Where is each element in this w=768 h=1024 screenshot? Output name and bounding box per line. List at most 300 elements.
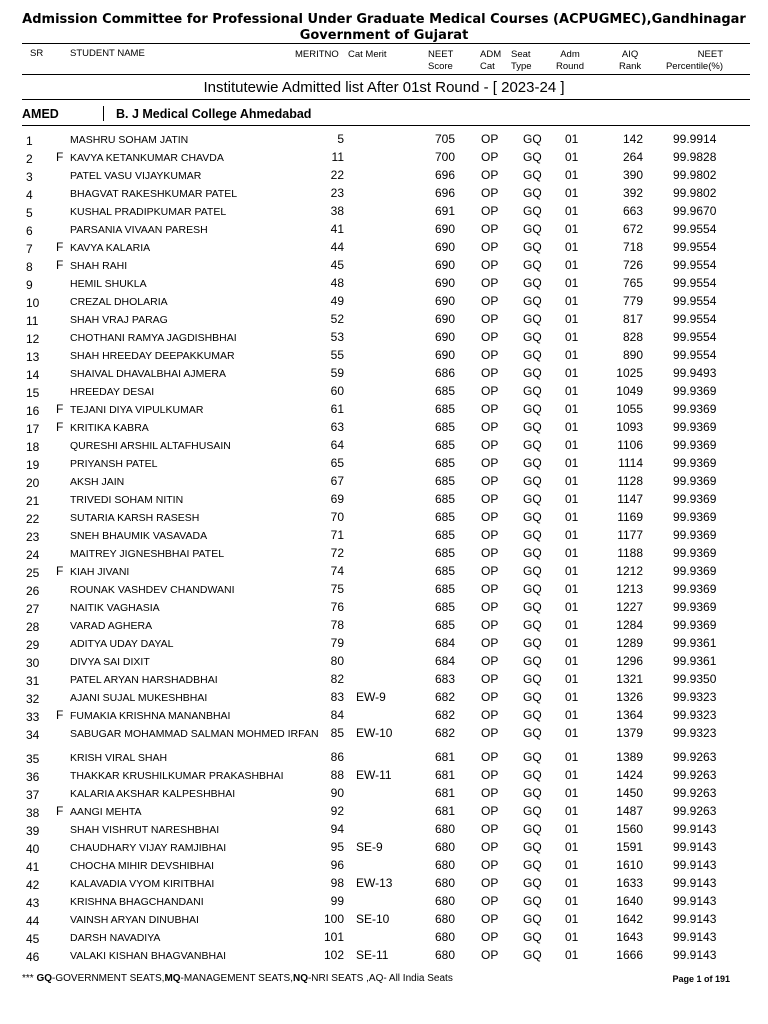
table-row [0, 581, 768, 599]
neet-score: 700 [435, 150, 456, 164]
admission-round: 01 [565, 474, 579, 488]
neet-percentile: 99.9143 [673, 948, 717, 962]
merit-number: 61 [330, 402, 344, 416]
merit-number: 55 [330, 348, 344, 362]
student-name: TEJANI DIYA VIPULKUMAR [70, 404, 204, 416]
neet-percentile: 99.9361 [673, 636, 717, 650]
admission-category: OP [481, 654, 499, 668]
admission-round: 01 [565, 240, 579, 254]
neet-percentile: 99.9493 [673, 366, 717, 380]
table-row [0, 545, 768, 563]
merit-number: 45 [330, 258, 344, 272]
admission-round: 01 [565, 168, 579, 182]
student-name: SHAH VRAJ PARAG [70, 314, 168, 326]
seat-type: GQ [523, 438, 542, 452]
table-row [0, 347, 768, 365]
admission-category: OP [481, 930, 499, 944]
aiq-rank: 1128 [617, 474, 643, 488]
aiq-rank: 1379 [616, 726, 643, 740]
neet-score: 685 [435, 456, 456, 470]
aiq-rank: 1213 [616, 582, 643, 596]
serial-number: 17 [26, 422, 40, 436]
aiq-rank: 392 [622, 186, 643, 200]
aiq-rank: 1212 [616, 564, 643, 578]
admission-round: 01 [565, 438, 579, 452]
merit-number: 74 [330, 564, 344, 578]
serial-number: 37 [26, 788, 40, 802]
seat-type: GQ [523, 600, 542, 614]
admission-category: OP [481, 912, 499, 926]
merit-number: 44 [330, 240, 344, 254]
student-name: PARSANIA VIVAAN PARESH [70, 224, 208, 236]
neet-percentile: 99.9554 [673, 222, 717, 236]
admission-category: OP [481, 894, 499, 908]
student-name: KRISH VIRAL SHAH [70, 752, 168, 764]
admission-category: OP [481, 402, 499, 416]
neet-percentile: 99.9828 [673, 150, 717, 164]
neet-percentile: 99.9143 [673, 876, 717, 890]
neet-percentile: 99.9802 [673, 186, 717, 200]
gender-mark: F [56, 708, 64, 722]
table-row [0, 257, 768, 275]
student-name: DARSH NAVADIYA [70, 932, 161, 944]
neet-score: 690 [435, 222, 456, 236]
admission-round: 01 [565, 366, 579, 380]
seat-type: GQ [523, 786, 542, 800]
seat-type: GQ [523, 582, 542, 596]
seat-type: GQ [523, 948, 542, 962]
table-row [0, 239, 768, 257]
admission-category: OP [481, 456, 499, 470]
table-row [0, 131, 768, 149]
admission-round: 01 [565, 204, 579, 218]
admission-category: OP [481, 618, 499, 632]
student-name: PATEL VASU VIJAYKUMAR [70, 170, 202, 182]
serial-number: 40 [26, 842, 40, 856]
student-name: ADITYA UDAY DAYAL [70, 638, 174, 650]
aiq-rank: 1188 [617, 546, 643, 560]
admission-category: OP [481, 840, 499, 854]
student-name: PRIYANSH PATEL [70, 458, 158, 470]
table-row [0, 455, 768, 473]
col-sr: SR [30, 48, 44, 59]
admission-category: OP [481, 528, 499, 542]
serial-number: 10 [26, 296, 40, 310]
table-row [0, 419, 768, 437]
admission-category: OP [481, 948, 499, 962]
aiq-rank: 1106 [617, 438, 643, 452]
footer-legend: *** GQ-GOVERNMENT SEATS,MQ-MANAGEMENT SEATS,NQ-NRI SEATS ,AQ- All India Seats [22, 973, 453, 984]
table-row [0, 947, 768, 965]
student-name: KAVYA KETANKUMAR CHAVDA [70, 152, 224, 164]
gender-mark: F [56, 420, 64, 434]
student-name: HEMIL SHUKLA [70, 278, 147, 290]
aiq-rank: 1389 [616, 750, 643, 764]
serial-number: 41 [26, 860, 40, 874]
admission-round: 01 [565, 708, 579, 722]
merit-number: 5 [337, 132, 344, 146]
neet-score: 684 [435, 636, 456, 650]
neet-percentile: 99.9369 [673, 600, 717, 614]
admission-round: 01 [565, 456, 579, 470]
admission-round: 01 [565, 912, 579, 926]
admission-round: 01 [565, 690, 579, 704]
header-line-1: Admission Committee for Professional Under Graduate Medical Courses (ACPUGMEC),Gandhinagar [22, 12, 746, 27]
serial-number: 30 [26, 656, 40, 670]
serial-number: 7 [26, 242, 33, 256]
neet-score: 680 [435, 912, 456, 926]
neet-percentile: 99.9143 [673, 912, 717, 926]
table-row [0, 563, 768, 581]
admission-round: 01 [565, 840, 579, 854]
student-name: NAITIK VAGHASIA [70, 602, 160, 614]
neet-score: 680 [435, 948, 456, 962]
category-merit: EW-11 [356, 768, 392, 782]
aiq-rank: 1640 [616, 894, 643, 908]
admission-round: 01 [565, 618, 579, 632]
aiq-rank: 1049 [616, 384, 643, 398]
admission-round: 01 [565, 420, 579, 434]
merit-number: 64 [330, 438, 344, 452]
institute-divider [103, 106, 104, 121]
seat-type: GQ [523, 510, 542, 524]
gender-mark: F [56, 804, 64, 818]
aiq-rank: 1591 [616, 840, 643, 854]
student-name: CHOTHANI RAMYA JAGDISHBHAI [70, 332, 237, 344]
serial-number: 33 [26, 710, 40, 724]
merit-number: 71 [330, 528, 344, 542]
admission-round: 01 [565, 528, 579, 542]
neet-score: 681 [435, 750, 456, 764]
student-name: CHOCHA MIHIR DEVSHIBHAI [70, 860, 215, 872]
neet-score: 680 [435, 822, 456, 836]
aiq-rank: 1055 [616, 402, 643, 416]
table-row [0, 749, 768, 767]
student-name: PATEL ARYAN HARSHADBHAI [70, 674, 218, 686]
admission-category: OP [481, 258, 499, 272]
admission-category: OP [481, 768, 499, 782]
neet-score: 690 [435, 348, 456, 362]
serial-number: 22 [26, 512, 40, 526]
neet-percentile: 99.9554 [673, 294, 717, 308]
table-row [0, 491, 768, 509]
student-name: AJANI SUJAL MUKESHBHAI [70, 692, 208, 704]
table-row [0, 785, 768, 803]
merit-number: 63 [330, 420, 344, 434]
admission-category: OP [481, 672, 499, 686]
serial-number: 24 [26, 548, 40, 562]
admission-round: 01 [565, 804, 579, 818]
page-number: Page 1 of 191 [672, 974, 730, 984]
merit-number: 94 [330, 822, 344, 836]
admission-category: OP [481, 150, 499, 164]
serial-number: 43 [26, 896, 40, 910]
table-row [0, 617, 768, 635]
col-aiq-rank: AIQ Rank [619, 49, 642, 72]
neet-score: 680 [435, 840, 456, 854]
serial-number: 14 [26, 368, 40, 382]
neet-percentile: 99.9263 [673, 786, 717, 800]
table-row [0, 893, 768, 911]
admission-category: OP [481, 564, 499, 578]
table-row [0, 293, 768, 311]
admission-round: 01 [565, 492, 579, 506]
serial-number: 1 [26, 134, 33, 148]
student-name: VALAKI KISHAN BHAGVANBHAI [70, 950, 226, 962]
neet-percentile: 99.9369 [673, 528, 717, 542]
admission-round: 01 [565, 546, 579, 560]
neet-percentile: 99.9323 [673, 708, 717, 722]
serial-number: 39 [26, 824, 40, 838]
neet-score: 680 [435, 858, 456, 872]
admission-round: 01 [565, 822, 579, 836]
serial-number: 44 [26, 914, 40, 928]
merit-number: 99 [330, 894, 344, 908]
student-name: VARAD AGHERA [70, 620, 153, 632]
neet-percentile: 99.9369 [673, 420, 717, 434]
merit-number: 85 [330, 726, 344, 740]
merit-number: 70 [330, 510, 344, 524]
aiq-rank: 1321 [616, 672, 643, 686]
neet-score: 705 [435, 132, 456, 146]
table-row [0, 365, 768, 383]
admission-round: 01 [565, 750, 579, 764]
student-name: KALAVADIA VYOM KIRITBHAI [70, 878, 215, 890]
seat-type: GQ [523, 186, 542, 200]
merit-number: 38 [330, 204, 344, 218]
admission-round: 01 [565, 294, 579, 308]
neet-percentile: 99.9350 [673, 672, 717, 686]
merit-number: 96 [330, 858, 344, 872]
merit-number: 82 [330, 672, 344, 686]
serial-number: 25 [26, 566, 40, 580]
student-name: HREEDAY DESAI [70, 386, 155, 398]
admission-round: 01 [565, 150, 579, 164]
seat-type: GQ [523, 804, 542, 818]
neet-percentile: 99.9369 [673, 618, 717, 632]
neet-score: 686 [435, 366, 456, 380]
neet-percentile: 99.9263 [673, 768, 717, 782]
admission-round: 01 [565, 132, 579, 146]
serial-number: 6 [26, 224, 33, 238]
student-name: VAINSH ARYAN DINUBHAI [70, 914, 199, 926]
merit-number: 102 [323, 948, 344, 962]
seat-type: GQ [523, 690, 542, 704]
admission-round: 01 [565, 786, 579, 800]
admission-category: OP [481, 690, 499, 704]
merit-number: 83 [330, 690, 344, 704]
admission-category: OP [481, 708, 499, 722]
neet-score: 690 [435, 258, 456, 272]
admission-round: 01 [565, 768, 579, 782]
admission-round: 01 [565, 894, 579, 908]
table-row [0, 707, 768, 725]
merit-number: 84 [330, 708, 344, 722]
serial-number: 18 [26, 440, 40, 454]
merit-number: 90 [330, 786, 344, 800]
neet-percentile: 99.9263 [673, 750, 717, 764]
seat-type: GQ [523, 750, 542, 764]
seat-type: GQ [523, 222, 542, 236]
aiq-rank: 1025 [616, 366, 643, 380]
aiq-rank: 142 [622, 132, 643, 146]
neet-score: 690 [435, 330, 456, 344]
admission-category: OP [481, 786, 499, 800]
admission-category: OP [481, 492, 499, 506]
student-name: SHAH RAHI [70, 260, 128, 272]
table-row [0, 767, 768, 785]
merit-number: 22 [330, 168, 344, 182]
aiq-rank: 1177 [617, 528, 643, 542]
institute-rule [22, 125, 750, 126]
neet-score: 685 [435, 582, 456, 596]
seat-type: GQ [523, 204, 542, 218]
serial-number: 26 [26, 584, 40, 598]
aiq-rank: 1284 [616, 618, 643, 632]
seat-type: GQ [523, 276, 542, 290]
seat-type: GQ [523, 858, 542, 872]
seat-type: GQ [523, 894, 542, 908]
student-name: SUTARIA KARSH RASESH [70, 512, 200, 524]
admission-category: OP [481, 600, 499, 614]
aiq-rank: 1093 [616, 420, 643, 434]
admission-round: 01 [565, 258, 579, 272]
merit-number: 41 [330, 222, 344, 236]
gender-mark: F [56, 150, 64, 164]
admission-round: 01 [565, 312, 579, 326]
neet-percentile: 99.9143 [673, 840, 717, 854]
neet-percentile: 99.9263 [673, 804, 717, 818]
student-name: MASHRU SOHAM JATIN [70, 134, 189, 146]
neet-percentile: 99.9369 [673, 456, 717, 470]
seat-type: GQ [523, 150, 542, 164]
admission-round: 01 [565, 600, 579, 614]
col-seat-type: Seat Type [511, 49, 532, 72]
table-row [0, 635, 768, 653]
seat-type: GQ [523, 348, 542, 362]
admission-category: OP [481, 204, 499, 218]
gender-mark: F [56, 402, 64, 416]
neet-score: 685 [435, 384, 456, 398]
admission-category: OP [481, 858, 499, 872]
neet-percentile: 99.9323 [673, 690, 717, 704]
merit-number: 88 [330, 768, 344, 782]
admission-round: 01 [565, 348, 579, 362]
seat-type: GQ [523, 840, 542, 854]
student-name: KRISHNA BHAGCHANDANI [70, 896, 204, 908]
table-row [0, 311, 768, 329]
neet-percentile: 99.9670 [673, 204, 717, 218]
serial-number: 13 [26, 350, 40, 364]
admission-round: 01 [565, 876, 579, 890]
admission-category: OP [481, 822, 499, 836]
merit-number: 95 [330, 840, 344, 854]
neet-score: 685 [435, 438, 456, 452]
col-student-name: STUDENT NAME [70, 48, 145, 59]
seat-type: GQ [523, 546, 542, 560]
neet-percentile: 99.9914 [673, 132, 717, 146]
header-rule-top [22, 43, 750, 44]
neet-score: 690 [435, 312, 456, 326]
student-name: SABUGAR MOHAMMAD SALMAN MOHMED IRFAN [70, 728, 319, 740]
serial-number: 31 [26, 674, 40, 688]
seat-type: GQ [523, 492, 542, 506]
gender-mark: F [56, 564, 64, 578]
student-name: THAKKAR KRUSHILKUMAR PRAKASHBHAI [70, 770, 284, 782]
neet-score: 685 [435, 564, 456, 578]
table-row [0, 527, 768, 545]
admission-round: 01 [565, 402, 579, 416]
table-row [0, 653, 768, 671]
neet-score: 685 [435, 402, 456, 416]
neet-score: 685 [435, 600, 456, 614]
serial-number: 45 [26, 932, 40, 946]
admission-category: OP [481, 186, 499, 200]
merit-number: 59 [330, 366, 344, 380]
table-row [0, 437, 768, 455]
neet-percentile: 99.9143 [673, 894, 717, 908]
neet-percentile: 99.9369 [673, 564, 717, 578]
category-merit: EW-13 [356, 876, 393, 890]
aiq-rank: 663 [622, 204, 643, 218]
table-row [0, 599, 768, 617]
serial-number: 38 [26, 806, 40, 820]
seat-type: GQ [523, 618, 542, 632]
table-row [0, 401, 768, 419]
aiq-rank: 264 [622, 150, 643, 164]
merit-number: 92 [330, 804, 344, 818]
neet-score: 690 [435, 276, 456, 290]
admission-category: OP [481, 294, 499, 308]
student-name: SHAIVAL DHAVALBHAI AJMERA [70, 368, 226, 380]
admission-category: OP [481, 420, 499, 434]
student-name: SNEH BHAUMIK VASAVADA [70, 530, 208, 542]
admission-category: OP [481, 222, 499, 236]
neet-score: 685 [435, 510, 456, 524]
serial-number: 15 [26, 386, 40, 400]
neet-percentile: 99.9369 [673, 582, 717, 596]
aiq-rank: 1169 [617, 510, 643, 524]
seat-type: GQ [523, 384, 542, 398]
neet-score: 681 [435, 768, 456, 782]
table-row [0, 929, 768, 947]
seat-type: GQ [523, 912, 542, 926]
header-rule-bottom [22, 99, 750, 100]
admission-category: OP [481, 510, 499, 524]
serial-number: 36 [26, 770, 40, 784]
aiq-rank: 1424 [616, 768, 643, 782]
neet-percentile: 99.9554 [673, 348, 717, 362]
seat-type: GQ [523, 636, 542, 650]
neet-percentile: 99.9323 [673, 726, 717, 740]
seat-type: GQ [523, 402, 542, 416]
merit-number: 67 [330, 474, 344, 488]
student-name: BHAGVAT RAKESHKUMAR PATEL [70, 188, 238, 200]
neet-score: 680 [435, 930, 456, 944]
aiq-rank: 726 [622, 258, 643, 272]
table-row [0, 857, 768, 875]
neet-score: 684 [435, 654, 456, 668]
seat-type: GQ [523, 672, 542, 686]
student-name: KALARIA AKSHAR KALPESHBHAI [70, 788, 236, 800]
aiq-rank: 1643 [616, 930, 643, 944]
merit-number: 86 [330, 750, 344, 764]
aiq-rank: 672 [622, 222, 643, 236]
admission-category: OP [481, 474, 499, 488]
seat-type: GQ [523, 132, 542, 146]
category-merit: EW-9 [356, 690, 386, 704]
admission-category: OP [481, 750, 499, 764]
